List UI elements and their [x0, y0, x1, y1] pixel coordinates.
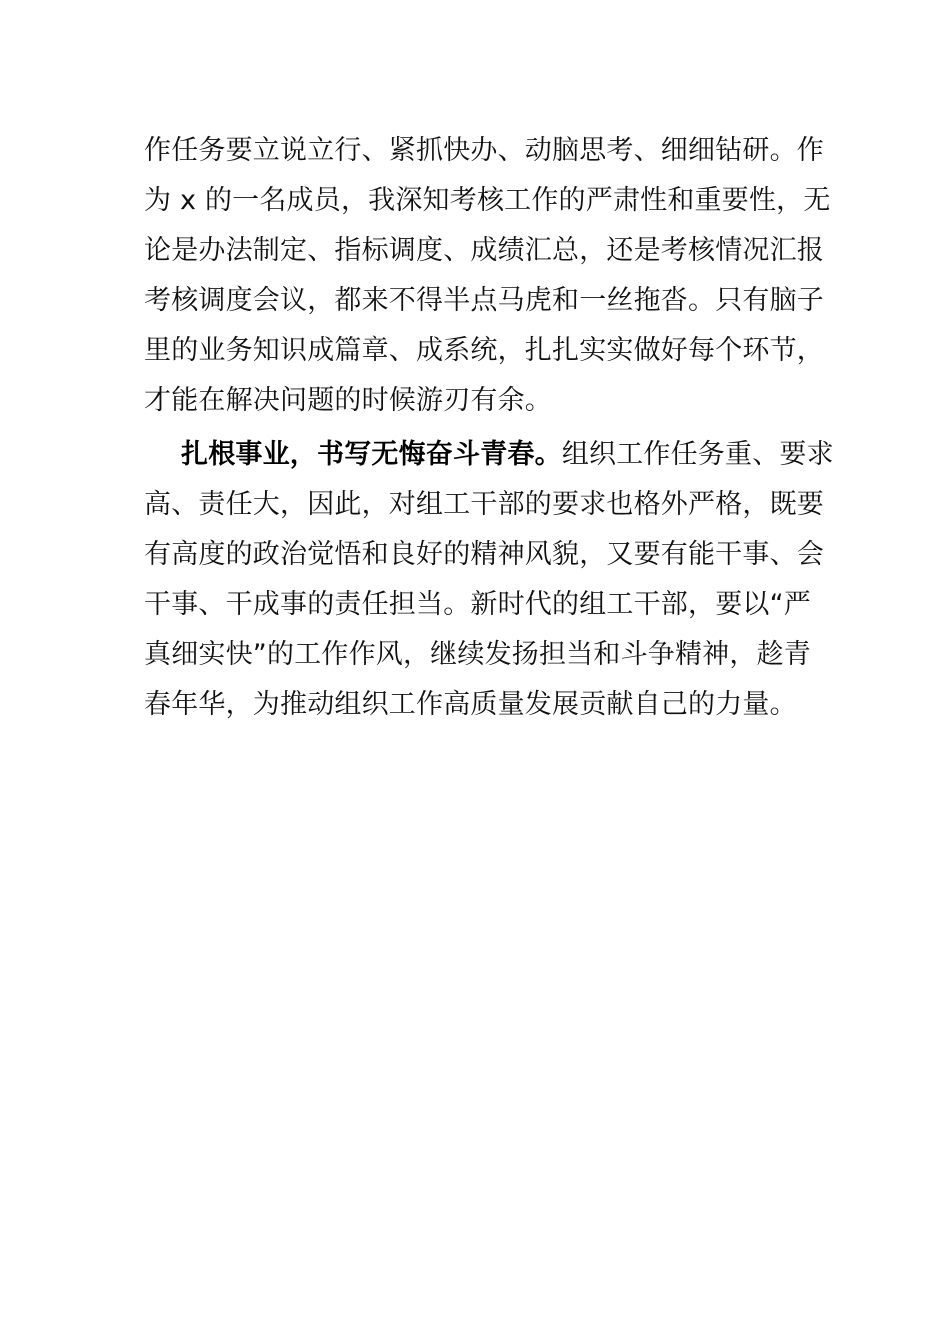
document-body — [144, 126, 834, 730]
paragraph-line: 才能在解决问题的时候游刃有余。 — [144, 385, 552, 416]
paragraph-line: 里的业务知识成篇章、成系统，扎扎实实做好每个环节， — [144, 335, 824, 366]
paragraph-line: 作任务要立说立行、紧抓快办、动脑思考、细细钻研。作 — [144, 135, 824, 166]
paragraph-first-line — [144, 430, 834, 480]
paragraph-line: 考核调度会议，都来不得半点马虎和一丝拖沓。只有脑子 — [144, 285, 824, 316]
paragraph-line: 有高度的政治觉悟和良好的精神风貌，又要有能干事、会 — [144, 539, 824, 570]
paragraph-line: 干事、干成事的责任担当。新时代的组工干部，要以“严 — [144, 589, 811, 620]
paragraph-line: 为 x 的一名成员，我深知考核工作的严肃性和重要性，无 — [144, 185, 831, 216]
paragraph-line: 论是办法制定、指标调度、成绩汇总，还是考核情况汇报 — [144, 235, 824, 266]
paragraph-2 — [144, 430, 834, 730]
paragraph-line: 春年华，为推动组织工作高质量发展贡献自己的力量。 — [144, 689, 797, 720]
paragraph-heading: 扎根事业，书写无悔奋斗青春。 — [181, 439, 562, 470]
paragraph-line: 真细实快”的工作作风，继续发扬担当和斗争精神，趁青 — [144, 639, 811, 670]
paragraph-line: 高、责任大，因此，对组工干部的要求也格外严格，既要 — [144, 489, 824, 520]
paragraph-1 — [144, 126, 831, 426]
paragraph-line-rest: 组织工作任务重、要求 — [561, 439, 834, 470]
